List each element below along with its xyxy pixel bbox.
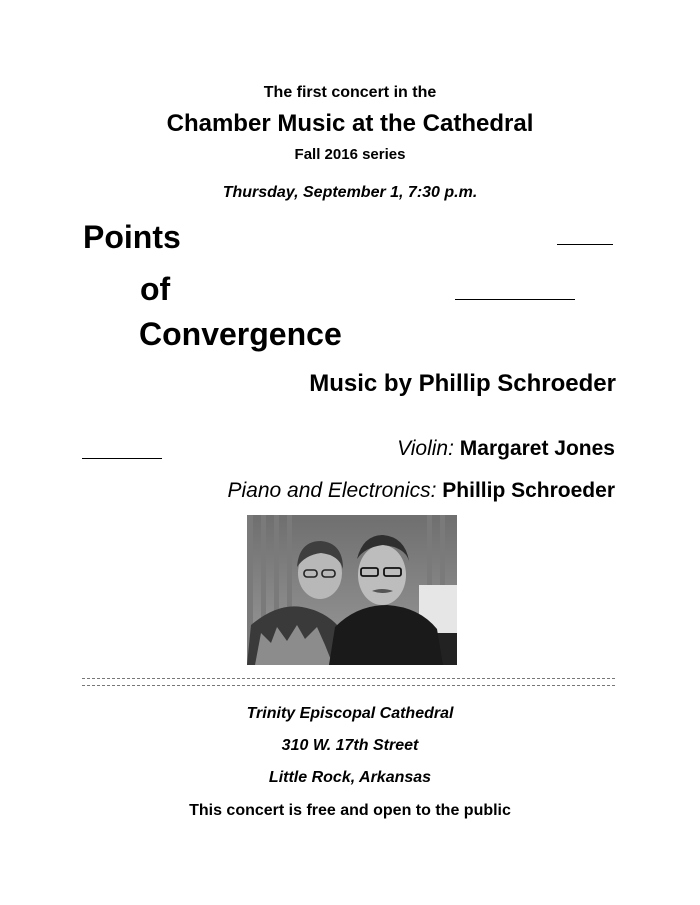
performer-credit-violin	[397, 437, 615, 461]
performer-name: Margaret Jones	[459, 437, 615, 460]
title-word-convergence: Convergence	[139, 316, 342, 352]
venue-city: Little Rock, Arkansas	[268, 769, 432, 786]
performer-role: Violin:	[397, 437, 454, 460]
season-label: Fall 2016 series	[294, 146, 406, 163]
concert-datetime: Thursday, September 1, 7:30 p.m.	[222, 184, 478, 201]
performer-credit-piano	[227, 479, 615, 503]
performer-name: Phillip Schroeder	[442, 479, 615, 502]
series-title: Chamber Music at the Cathedral	[166, 110, 534, 137]
decorative-rule	[82, 458, 162, 459]
title-word-of: of	[140, 271, 171, 307]
decorative-rule	[557, 244, 613, 245]
section-divider	[82, 678, 615, 686]
decorative-rule	[455, 299, 575, 300]
intro-line: The first concert in the	[263, 84, 437, 101]
composer-line: Music by Phillip Schroeder	[309, 370, 616, 397]
venue-street: 310 W. 17th Street	[281, 737, 419, 754]
title-word-points: Points	[83, 219, 181, 255]
venue-name: Trinity Episcopal Cathedral	[246, 705, 454, 722]
performers-photo	[247, 515, 457, 665]
admission-note: This concert is free and open to the public	[189, 802, 511, 819]
performer-role: Piano and Electronics:	[227, 479, 437, 502]
